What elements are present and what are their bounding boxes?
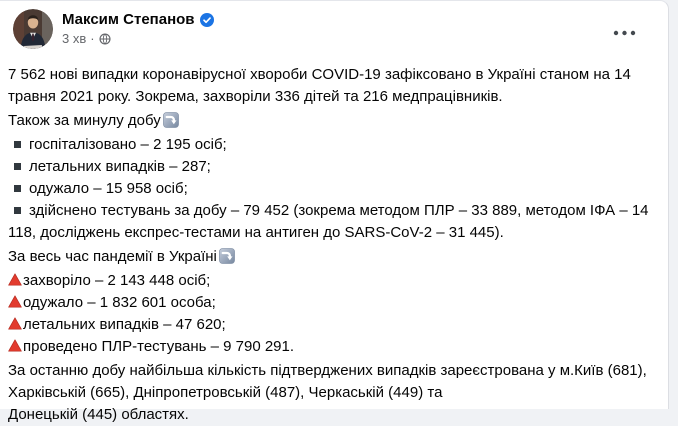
regions-line: Харківській (665), Дніпропетровській (487), Черкаській (449) та xyxy=(8,384,443,401)
red-triangle-emoji xyxy=(8,339,22,352)
regions-line: Донецькій (445) областях. xyxy=(8,406,189,423)
list-item xyxy=(8,336,664,358)
verified-badge-icon xyxy=(200,13,214,27)
post-timestamp[interactable]: 3 хв xyxy=(62,31,87,46)
meta-separator: · xyxy=(90,31,95,46)
last-day-heading-text: Також за минулу добу xyxy=(8,112,161,129)
list-item xyxy=(8,292,664,314)
square-bullet-icon xyxy=(14,141,21,148)
list-item xyxy=(8,200,664,222)
post-text-body xyxy=(0,57,668,426)
intro-line: 7 562 нові випадки коронавірусної хвороби COVID-19 зафіксовано в Україні станом на 14 xyxy=(8,66,631,83)
pandemic-heading-text: За весь час пандемії в Україні xyxy=(8,248,217,265)
last-day-heading xyxy=(8,110,664,132)
list-item-text: госпіталізовано – 2 195 осіб; xyxy=(29,136,227,153)
list-item-text: захворіло – 2 143 448 осіб; xyxy=(23,272,211,289)
list-item xyxy=(8,178,664,200)
arrow-curving-down-emoji xyxy=(163,112,179,128)
pandemic-heading xyxy=(8,246,664,268)
avatar-portrait-image xyxy=(13,9,53,49)
list-item-text: проведено ПЛР-тестувань – 9 790 291. xyxy=(23,338,295,355)
red-triangle-emoji xyxy=(8,295,22,308)
list-item-text: одужало – 1 832 601 особа; xyxy=(23,294,216,311)
author-name[interactable]: Максим Степанов xyxy=(62,11,195,28)
square-bullet-icon xyxy=(14,185,21,192)
list-item xyxy=(8,314,664,336)
list-item-text: одужало – 15 958 осіб; xyxy=(29,180,188,197)
list-item-text: летальних випадків – 287; xyxy=(29,158,211,175)
red-triangle-emoji xyxy=(8,273,22,286)
profile-avatar[interactable] xyxy=(13,9,53,49)
privacy-globe-icon xyxy=(99,33,111,45)
regions-line: За останню добу найбільша кількість підтверджених випадків зареєстрована у м.Київ (681), xyxy=(8,362,647,379)
author-name-row xyxy=(62,10,214,29)
red-triangle-emoji xyxy=(8,317,22,330)
post-header xyxy=(0,1,668,57)
header-info xyxy=(62,10,214,47)
regions-paragraph xyxy=(8,360,664,426)
pandemic-list xyxy=(8,270,664,358)
arrow-curving-down-emoji xyxy=(219,248,235,264)
list-item-text: здійснено тестувань за добу – 79 452 (зокрема методом ПЛР – 33 889, методом ІФА – 14 xyxy=(29,202,649,219)
square-bullet-icon xyxy=(14,207,21,214)
list-item xyxy=(8,134,664,156)
post-options-button[interactable] xyxy=(608,25,640,41)
list-item-text: летальних випадків – 47 620; xyxy=(23,316,226,333)
intro-line: травня 2021 року. Зокрема, захворіли 336 дітей та 216 медпрацівників. xyxy=(8,88,503,105)
intro-paragraph xyxy=(8,64,664,108)
ellipsis-icon xyxy=(613,30,636,36)
list-item-wrap-line: 118, досліджень експрес-тестами на антиген до SARS-CoV-2 – 31 445). xyxy=(8,224,504,241)
square-bullet-icon xyxy=(14,163,21,170)
list-item xyxy=(8,156,664,178)
post-meta-row xyxy=(62,31,214,47)
list-item xyxy=(8,270,664,292)
last-day-list xyxy=(8,134,664,244)
